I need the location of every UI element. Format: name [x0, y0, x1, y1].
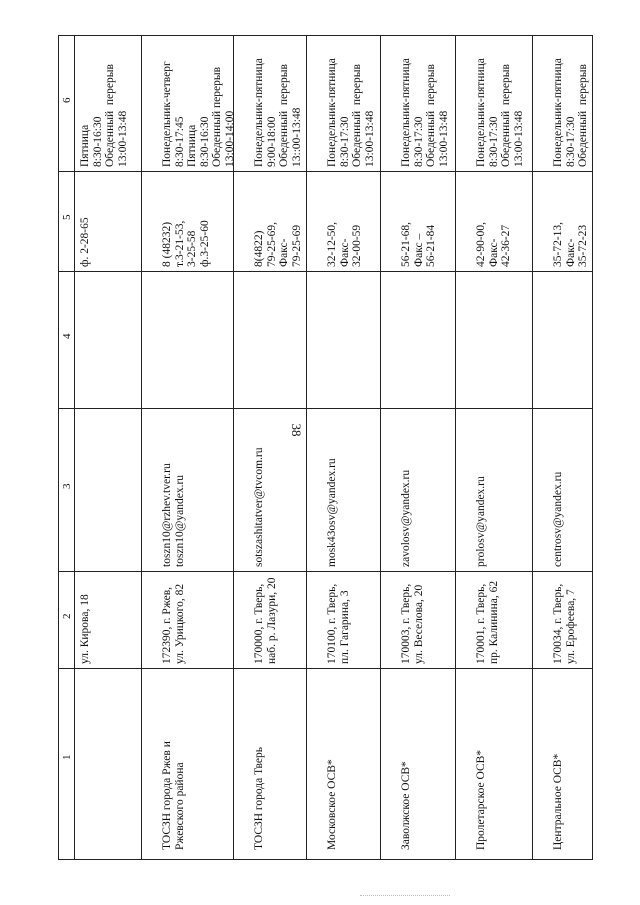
column-number: 6 [61, 97, 73, 103]
cell-line: zavolosv@yandex.ru [400, 469, 412, 567]
cell-phones [161, 220, 211, 267]
cell-phones [253, 222, 303, 267]
cell-line: 35-72-23 [577, 224, 589, 267]
cell-line: sotszashitatver@tvcom.ru [253, 447, 265, 567]
cell-line: Обеденный перерыв [278, 64, 290, 167]
cell-name [400, 761, 413, 850]
page-number: 38 [289, 423, 304, 437]
cell-hours [161, 61, 236, 167]
scan-edge [360, 895, 450, 896]
cell-line: ф. 2-28-65 [79, 217, 91, 267]
cell-line: 79-25-69 [290, 224, 303, 267]
cell-line: 13:00-13:48 [363, 110, 376, 167]
cell-line: 3-25-58 [186, 230, 198, 267]
cell-phones [475, 222, 513, 267]
cell-email [161, 463, 186, 567]
cell-line: т.3-21-53, [173, 220, 186, 267]
col-divider [59, 408, 592, 409]
cell-line: Пятница [186, 124, 198, 167]
row-divider [141, 36, 142, 859]
cell-line: пр. Калинина, 62 [487, 580, 500, 664]
cell-email [326, 458, 339, 567]
cell-line: ул. Ерофеева, 7 [564, 589, 577, 664]
cell-address [253, 578, 278, 664]
cell-phones [326, 222, 364, 267]
cell-line: 42-90-00, [475, 221, 487, 267]
cell-hours [400, 58, 450, 167]
cell-line: 13:00-13:48 [512, 110, 525, 167]
cell-line: Центральное ОСВ* [552, 753, 564, 850]
cell-name [253, 747, 266, 850]
col-divider [59, 668, 592, 669]
col-divider [59, 171, 592, 172]
cell-line: 8:30-17:30 [487, 116, 500, 167]
column-number: 2 [61, 613, 73, 619]
cell-hours [79, 64, 129, 167]
cell-line: Обеденный перерыв [500, 64, 512, 167]
cell-line: 170000, г. Тверь, [253, 583, 265, 664]
cell-line: mosk43osv@yandex.ru [326, 458, 338, 567]
cell-line: Обеденный перерыв [211, 67, 223, 167]
cell-line: 172390, г. Ржев, [161, 586, 173, 664]
cell-phones [79, 217, 92, 267]
cell-line: 8:30-16:30 [198, 116, 211, 167]
row-divider [455, 36, 456, 859]
cell-line: centrosv@yandex.ru [552, 471, 564, 567]
cell-line: Заволжское ОСВ* [400, 761, 412, 850]
header-divider [74, 36, 75, 859]
cell-line: prolosv@yandex.ru [475, 476, 487, 567]
cell-address [400, 584, 425, 664]
cell-address [79, 594, 92, 664]
cell-line: Обеденный перерыв [425, 64, 437, 167]
cell-hours [475, 58, 525, 167]
cell-name [161, 741, 186, 850]
cell-address [326, 584, 351, 664]
cell-name [552, 754, 565, 850]
cell-line: 32-00-59 [351, 224, 363, 267]
cell-line: 170034, г. Тверь, [552, 583, 564, 664]
cell-line: Понедельник-пятница [552, 58, 564, 167]
cell-hours [552, 58, 590, 167]
column-number: 5 [61, 214, 73, 220]
cell-phones [552, 222, 590, 267]
col-divider [59, 271, 592, 272]
cell-line: 9:00-18:00 [265, 116, 278, 167]
cell-line: ул. Кирова, 18 [79, 594, 91, 664]
column-number: 1 [61, 754, 73, 760]
cell-line: 8 (48232) [161, 221, 173, 267]
cell-line: 8:30-17:45 [173, 116, 186, 167]
column-number: 4 [61, 333, 73, 339]
cell-line: ул. Веселова, 20 [412, 584, 425, 664]
cell-line: toszn10@yandex.ru [173, 474, 186, 567]
cell-name [326, 759, 339, 850]
cell-phones [400, 222, 438, 267]
cell-line: Понедельник-пятница [475, 58, 487, 167]
cell-line: Понедельник-пятница [326, 58, 338, 167]
cell-line: Пролетарское ОСВ* [475, 749, 487, 850]
cell-line: Ржевского района [173, 762, 186, 850]
cell-address [475, 581, 500, 664]
cell-line: Московское ОСВ* [326, 759, 338, 850]
cell-line: 56-21-84 [425, 224, 437, 267]
cell-email [475, 476, 488, 567]
cell-line: 13:00-14:00 [223, 110, 236, 167]
cell-line: 8:30-17:30 [412, 116, 425, 167]
cell-line: 13:00-13:48 [116, 110, 129, 167]
cell-email [552, 472, 565, 567]
cell-line: 8(4822) [253, 230, 265, 267]
cell-line: 42-36-27 [500, 224, 512, 267]
cell-line: Понедельник-четверг [161, 61, 173, 167]
cell-line: наб. р. Лазури, 20 [265, 577, 278, 664]
row-divider [532, 36, 533, 859]
col-divider [59, 571, 592, 572]
cell-line: пл. Гагарина, 3 [338, 590, 351, 664]
cell-line: 8:30-16:30 [91, 116, 104, 167]
cell-name [475, 750, 488, 850]
cell-line: Обеденный перерыв [104, 64, 116, 167]
cell-line: 32-12-50, [326, 221, 338, 267]
rotated-table [58, 35, 593, 860]
cell-line: 8:30-17:30 [338, 116, 351, 167]
cell-line: Факс- [338, 238, 351, 267]
cell-line: toszn10@rzhev.tver.ru [161, 463, 173, 567]
cell-email [253, 448, 266, 568]
cell-line: ул. Урицкого, 82 [173, 583, 186, 664]
cell-hours [326, 58, 376, 167]
cell-line: Пятница [79, 124, 91, 167]
row-divider [380, 36, 381, 859]
cell-line: 170001, г. Тверь, [475, 583, 487, 664]
cell-line: 13:00-13:48 [437, 110, 450, 167]
cell-line: ф.3-25-60 [198, 220, 211, 267]
cell-address [552, 584, 577, 664]
cell-line: ТОСЗН города Ржев и [161, 741, 173, 850]
cell-line: Факс- [487, 238, 500, 267]
cell-address [161, 584, 186, 664]
cell-line: Факс- [564, 238, 577, 267]
cell-line: Понедельник-пятница [253, 58, 265, 167]
cell-line: ТОСЗН города Тверь [253, 746, 265, 850]
cell-line: Факс- [278, 238, 290, 267]
cell-line: Понедельник-пятница [400, 58, 412, 167]
cell-email [400, 470, 413, 567]
cell-line: Обеденный перерыв [577, 64, 589, 167]
cell-line: 79-25-69, [265, 221, 278, 267]
cell-line: 35-72-13, [552, 221, 564, 267]
column-number: 3 [61, 483, 73, 489]
cell-hours [253, 58, 303, 167]
cell-line: 8:30-17:30 [564, 116, 577, 167]
cell-line: 13::00-13:48 [290, 107, 303, 167]
cell-line: 56-21-68, [400, 221, 412, 267]
cell-line: 170100, г. Тверь, [326, 583, 338, 664]
cell-line: Факс – [412, 233, 425, 267]
row-divider [306, 36, 307, 859]
cell-line: Обеденный перерыв [351, 64, 363, 167]
cell-line: 170003, г. Тверь, [400, 583, 412, 664]
